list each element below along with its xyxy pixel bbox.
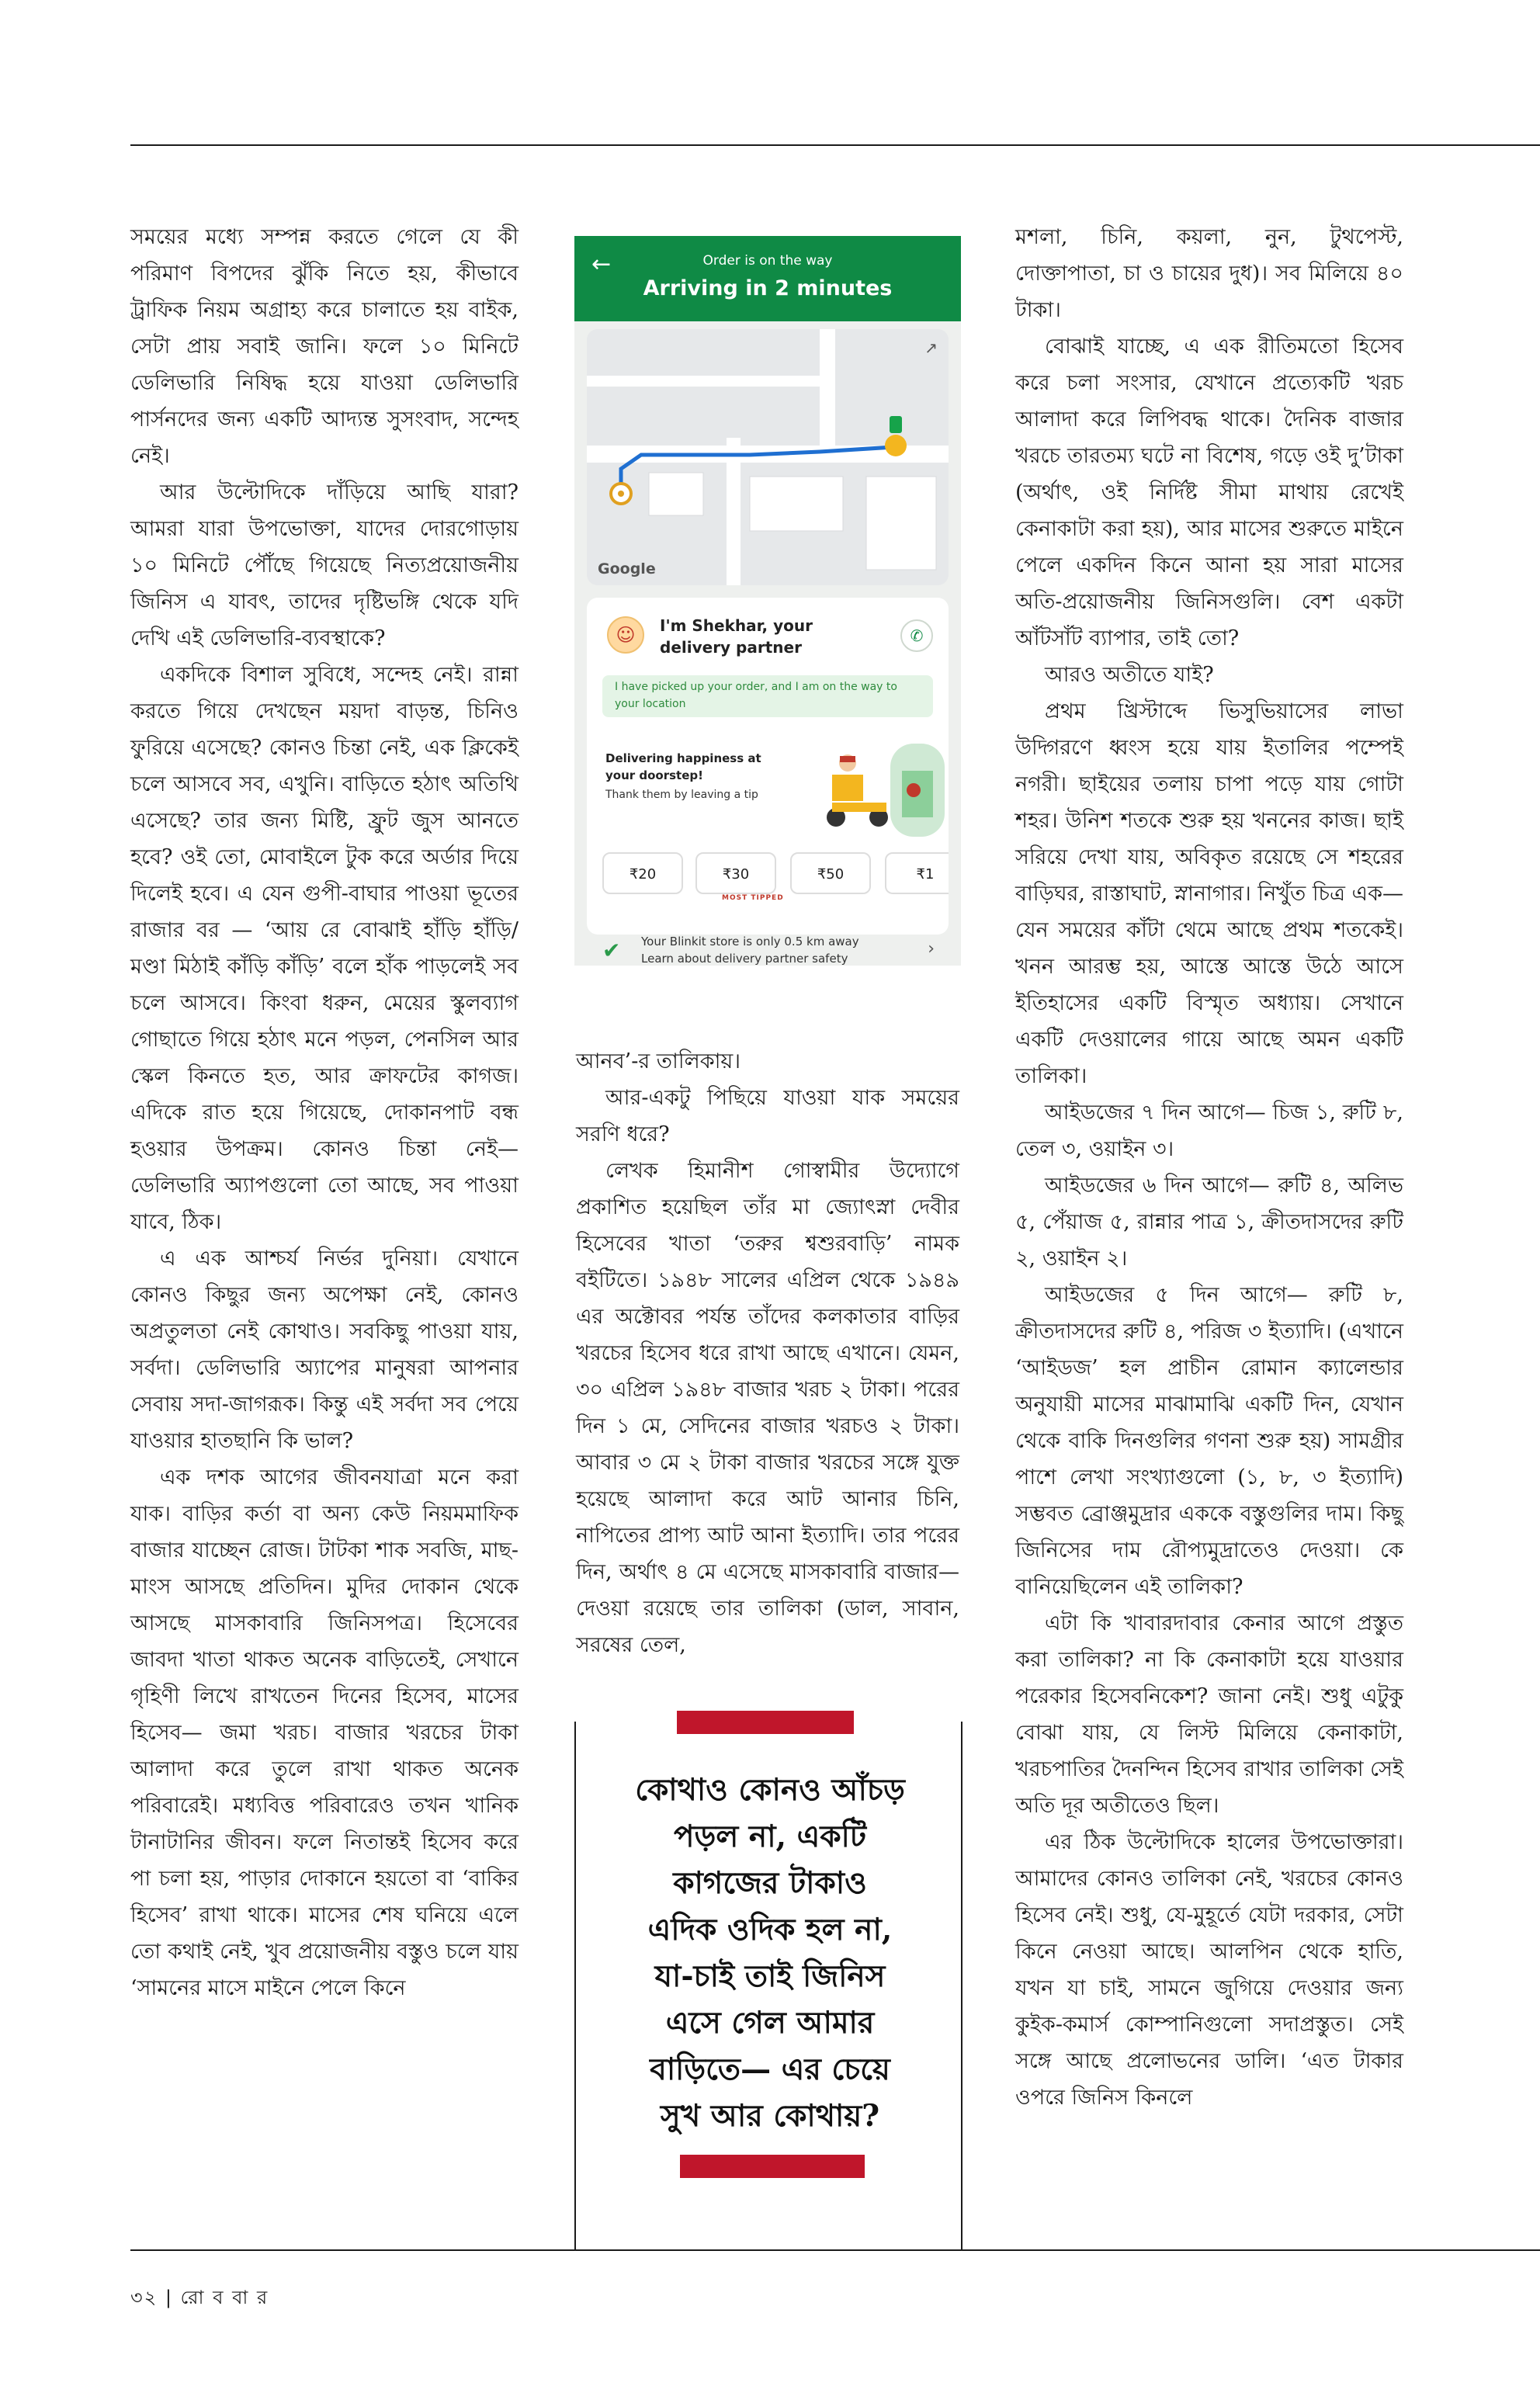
bottom-rule xyxy=(130,2249,1540,2251)
call-icon[interactable]: ✆ xyxy=(900,619,933,652)
pullquote-line: যা-চাই তাই জিনিস xyxy=(654,1958,886,1994)
article-column-3 xyxy=(1015,219,1403,2116)
top-rule xyxy=(130,144,1540,146)
paragraph: আইডজের ৫ দিন আগে— রুটি ৮, ক্রীতদাসদের রুটি ৪, পরিজ ৩ ইত্যাদি। (এখানে ‘আইডজ’ হল প্রাচীন রোমান ক্যালেন্ডার অনুযায়ী মাসের মাঝামাঝি একটি দিন, যেখান থেকে বাকি দিনগুলির গণনা শুরু হয়) সামগ্রীর পাশে লেখা সংখ্যাগুলো (১, ৮, ৩ ইত্যাদি) সম্ভবত ব্রোঞ্জমুদ্রার এককে বস্তুগুলির দাম। কিছু জিনিসের দাম রৌপ্যমুদ্রাতেও দেওয়া। কে বানিয়েছিলেন এই তালিকা? xyxy=(1015,1283,1403,1599)
store-distance: Your Blinkit store is only 0.5 km away xyxy=(641,935,859,949)
paragraph: এ এক আশ্চর্য নির্ভর দুনিয়া। যেখানে কোনও কিছুর জন্য অপেক্ষা নেই, কোনও অপ্রতুলতা নেই কোথাও। সবকিছু পাওয়া যায়, সর্বদা। ডেলিভারি অ্যাপের মানুষরা আপনার সেবায় সদা-জাগরূক। কিন্তু এই সর্বদা সব পেয়ে যাওয়ার হাতছানি কি ভাল? xyxy=(130,1247,519,1453)
paragraph: এক দশক আগের জীবনযাত্রা মনে করা যাক। বাড়ির কর্তা বা অন্য কেউ নিয়মমাফিক বাজার যাচ্ছেন রোজ। টাটকা শাক সবজি, মাছ-মাংস আসছে প্রতিদিন। মুদির দোকান থেকে আসছে মাসকাবারি জিনিসপত্র। হিসেবের জাবদা খাতা থাকত অনেক বাড়িতেই, সেখানে গৃহিণী লিখে রাখতেন দিনের হিসেব, মাসের হিসেব— জমা খরচ। বাজার খরচের টাকা আলাদা করে তুলে রাখা থাকত অনেক পরিবারেই। মধ্যবিত্ত পরিবারেও তখন খানিক টানাটানির জীবন। ফলে নিতান্তই হিসেব করে পা চলা হয়, পাড়ার দোকানে হয়তো বা ‘বাকির হিসেব’ রাখা থাকে। মাসের শেষ ঘনিয়ে এলে তো কথাই নেই, খুব প্রয়োজনীয় বস্তুও চলে যায় ‘সামনের মাসে মাইনে পেলে কিনে xyxy=(130,1465,519,2000)
happiness-heading: Delivering happiness at your doorstep! xyxy=(605,751,761,782)
rider-icon xyxy=(885,435,907,456)
app-header xyxy=(574,236,961,321)
map-graphic xyxy=(587,329,949,585)
paragraph: আনব’-র তালিকায়। xyxy=(576,1049,741,1073)
pullquote-line: কাগজের টাকাও xyxy=(673,1865,867,1901)
tip-prompt: Thank them by leaving a tip xyxy=(605,789,758,801)
expand-map-icon[interactable]: ↗ xyxy=(924,338,938,357)
chevron-right-icon: › xyxy=(928,939,935,959)
paragraph: প্রথম খ্রিস্টাব্দে ভিসুভিয়াসের লাভা উদ্গিরণে ধ্বংস হয়ে যায় ইতালির পম্পেই নগরী। ছাইয়ের তলায় চাপা পড়ে যায় গোটা শহর। উনিশ শতকে শুরু হয় খননের কাজ। ছাই সরিয়ে দেখা যায়, অবিকৃত রয়েছে সে শহরের বাড়িঘর, রাস্তাঘাট, স্নানাগার। নিখুঁত চিত্র এক— যেন সময়ের কাঁটা থেমে আছে প্রথম শতকেই। খনন আরম্ভ হয়, আস্তে আস্তে উঠে আসে ইতিহাসের একটি বিস্মৃত অধ্যায়। সেখানে একটি দেওয়ালের গায়ে আছে অমন একটি তালিকা। xyxy=(1015,699,1403,1088)
paragraph: আইডজের ৭ দিন আগে— চিজ ১, রুটি ৮, তেল ৩, ওয়াইন ৩। xyxy=(1015,1101,1403,1161)
pullquote-bar-bottom xyxy=(680,2155,865,2178)
back-arrow-icon[interactable]: ← xyxy=(591,251,612,278)
paragraph: মশলা, চিনি, কয়লা, নুন, টুথপেস্ট, দোক্তাপাতা, চা ও চায়ের দুধ)। সব মিলিয়ে ৪০ টাকা। xyxy=(1015,225,1403,322)
pullquote-bar-top xyxy=(677,1711,854,1734)
delivery-illustration xyxy=(817,728,949,837)
article-column-2 xyxy=(576,1043,959,1663)
pickup-message: I have picked up your order, and I am on the way to your location xyxy=(602,675,933,717)
pullquote-line: এসে গেল আমার xyxy=(665,2005,875,2041)
shield-icon: ✔ xyxy=(602,938,621,963)
tip-option-50[interactable]: ₹50 xyxy=(790,852,871,894)
paragraph: আরও অতীতে যাই? xyxy=(1045,663,1214,687)
tip-option-30[interactable]: ₹30 xyxy=(695,852,776,894)
pullquote-line: এদিক ওদিক হল না, xyxy=(647,1912,893,1947)
order-status: Order is on the way xyxy=(702,253,833,269)
pullquote-line: পড়ল না, একটি xyxy=(673,1819,867,1854)
paragraph: আর-একটু পিছিয়ে যাওয়া যাক সময়ের সরণি ধরে? xyxy=(576,1086,959,1146)
eta-title: Arriving in 2 minutes xyxy=(643,276,893,300)
delivery-partner-card xyxy=(587,598,949,935)
pullquote-line: কোথাও কোনও আঁচড় xyxy=(635,1772,905,1808)
pullquote xyxy=(599,1767,941,2139)
most-tipped-label: MOST TIPPED xyxy=(722,894,784,902)
paragraph: একদিকে বিশাল সুবিধে, সন্দেহ নেই। রান্না করতে গিয়ে দেখছেন ময়দা বাড়ন্ত, চিনিও ফুরিয়ে এসেছে? কোনও চিন্তা নেই, এক ক্লিকেই চলে আসবে সব, এখুনি। বাড়িতে হঠাৎ অতিথি এসেছে? তার জন্য মিষ্টি, ফ্রুট জুস আনতে হবে? ওই তো, মোবাইলে টুক করে অর্ডার দিয়ে দিলেই হবে। এ যেন গুপী-বাঘার পাওয়া ভূতের রাজার বর — ‘আয় রে বোঝাই হাঁড়ি হাঁড়ি/ মণ্ডা মিঠাই কাঁড়ি কাঁড়ি’ বলে হাঁক পাড়লেই সব চলে আসবে। কিংবা ধরুন, মেয়ের স্কুলব্যাগ গোছাতে গিয়ে হঠাৎ মনে পড়ল, পেনসিল আর স্কেল কিনতে হত, আর ক্রাফটের কাগজ। এদিকে রাত হয়ে গিয়েছে, দোকানপাট বন্ধ হওয়ার উপক্রম। কোনও চিন্তা নেই— ডেলিভারি অ্যাপগুলো তো আছে, সব পাওয়া যাবে, ঠিক। xyxy=(130,663,519,1234)
tip-option-other[interactable]: ₹1 xyxy=(885,852,949,894)
paragraph: বোঝাই যাচ্ছে, এ এক রীতিমতো হিসেব করে চলা সংসার, যেখানে প্রত্যেকটি খরচ আলাদা করে লিপিবদ্ধ থাকে। দৈনিক বাজার খরচে তারতম্য ঘটে না বিশেষ, গড়ে ওই দু’টাকা (অর্থাৎ, ওই নির্দিষ্ট সীমা মাথায় রেখেই কেনাকাটা করা হয়), আর মাসের শুরুতে মাইনে পেলে একদিন কিনে আনা হয় সারা মাসের অতি-প্রয়োজনীয় জিনিসগুলি। বেশ একটা আঁটসাঁট ব্যাপার, তাই তো? xyxy=(1015,335,1403,650)
paragraph: সময়ের মধ্যে সম্পন্ন করতে গেলে যে কী পরিমাণ বিপদের ঝুঁকি নিতে হয়, কীভাবে ট্রাফিক নিয়ম অগ্রাহ্য করে চালাতে হয় বাইক, সেটা প্রায় সবাই জানি। ফলে ১০ মিনিটে ডেলিভারি নিষিদ্ধ হয়ে যাওয়া ডেলিভারি পার্সনদের জন্য একটি আদ্যন্ত সুসংবাদ, সন্দেহ নেই। xyxy=(130,225,519,468)
article-column-1 xyxy=(130,219,519,2006)
partner-avatar: ☺ xyxy=(607,616,644,654)
delivery-app-screenshot xyxy=(574,236,961,966)
pullquote-line: বাড়িতে— এর চেয়ে xyxy=(650,2051,890,2087)
safety-link-text: Learn about delivery partner safety xyxy=(641,952,848,966)
paragraph: এটা কি খাবারদাবার কেনার আগে প্রস্তুত করা তালিকা? না কি কেনাকাটা হয়ে যাওয়ার পরেকার হিসেবনিকেশ? জানা নেই। শুধু এটুকু বোঝা যায়, যে লিস্ট মিলিয়ে কেনাকাটা, খরচপাতির দৈনন্দিন হিসেব রাখার তালিকা সেই অতি দূর অতীতেও ছিল। xyxy=(1015,1611,1403,1818)
column-divider-right xyxy=(961,1722,962,2249)
pullquote-line: সুখ আর কোথায়? xyxy=(660,2098,880,2134)
paragraph: আর উল্টোদিকে দাঁড়িয়ে আছি যারা? আমরা যারা উপভোক্তা, যাদের দোরগোড়ায় ১০ মিনিটে পৌঁছে গিয়েছে নিত্যপ্রয়োজনীয় জিনিস এ যাবৎ, তাদের দৃষ্টিভঙ্গি থেকে যদি দেখি এই ডেলিভারি-ব্যবস্থাকে? xyxy=(130,480,519,650)
paragraph: আইডজের ৬ দিন আগে— রুটি ৪, অলিভ ৫, পেঁয়াজ ৫, রান্নার পাত্র ১, ক্রীতদাসদের রুটি ২, ওয়াইন ২। xyxy=(1015,1174,1403,1271)
google-logo: Google xyxy=(598,560,656,577)
paragraph: এর ঠিক উল্টোদিকে হালের উপভোক্তারা। আমাদের কোনও তালিকা নেই, খরচের কোনও হিসেব নেই। শুধু, যে-মুহূর্তে যেটা দরকার, সেটা কিনে নেওয়া আছে। আলপিন থেকে হাতি, যখন যা চাই, সামনে জুগিয়ে দেওয়ার জন্য কুইক-কমার্স কোম্পানিগুলো সদাপ্রস্তুত। সেই সঙ্গে আছে প্রলোভনের ডালি। ‘এত টাকার ওপরে জিনিস কিনলে xyxy=(1015,1830,1403,2110)
paragraph: লেখক হিমানীশ গোস্বামীর উদ্যোগে প্রকাশিত হয়েছিল তাঁর মা জ্যোৎস্না দেবীর হিসেবের খাতা ‘তরুর শ্বশুরবাড়ি’ নামক বইটিতে। ১৯৪৮ সালের এপ্রিল থেকে ১৯৪৯ এর অক্টোবর পর্যন্ত তাঁদের কলকাতার বাড়ির খরচের হিসেব ধরে রাখা আছে এখানে। যেমন, ৩০ এপ্রিল ১৯৪৮ বাজার খরচ ২ টাকা। পরের দিন ১ মে, সেদিনের বাজার খরচও ২ টাকা। আবার ৩ মে ২ টাকা বাজার খরচের সঙ্গে যুক্ত হয়েছে আলাদা করে আট আনার চিনি, নাপিতের প্রাপ্য আট আনা ইত্যাদি। তার পরের দিন, অর্থাৎ ৪ মে এসেছে মাসকাবারি বাজার— দেওয়া রয়েছে তার তালিকা (ডাল, সাবান, সরষের তেল, xyxy=(576,1159,959,1657)
tip-option-20[interactable]: ₹20 xyxy=(602,852,683,894)
page-folio: ৩২ | রো ব বা র xyxy=(130,2287,269,2308)
partner-title: I'm Shekhar, your delivery partner xyxy=(660,616,813,657)
store-safety-link[interactable] xyxy=(587,935,949,966)
map-view[interactable] xyxy=(587,329,949,585)
column-divider-left xyxy=(574,1722,576,2249)
